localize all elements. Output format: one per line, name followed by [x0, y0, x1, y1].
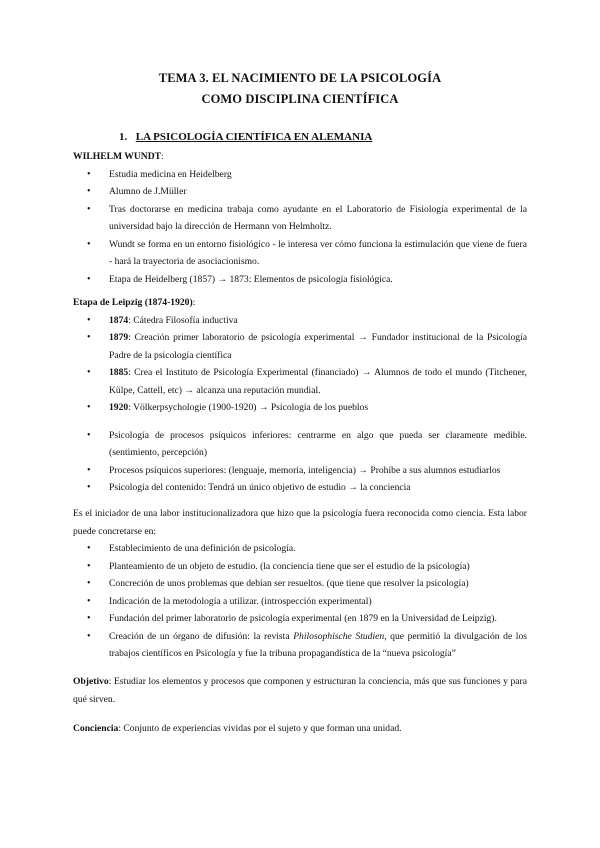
list-item: • 1879: Creación primer laboratorio de psicología experimental → Fundador institucional de la Psicología Padre de la psicología científica	[73, 329, 527, 364]
labor-list	[73, 540, 527, 663]
wundt-block: WILHELM WUNDT: • Estudia medicina en Heidelberg • Alumno de J.Müller • Tras doctorarse en medicina trabaja como ayudante en el Laboratorio de Fisiología experimental de la universidad bajo la dirección de Hermann von Helmholtz. • Wundt se forma en un entorno fisiológico - le interesa ver cómo funciona la estimulación que viene de fuera - hará la trayectoria de asociacionismo. • Etapa de Heidelberg (1857) → 1873: Elementos de psicología fisiológica.	[73, 148, 527, 288]
list-item: • Alumno de J.Müller	[73, 183, 527, 201]
procesos-list	[73, 427, 527, 497]
conciencia-paragraph: Conciencia: Conjunto de experiencias vividas por el sujeto y que forman una unidad.	[73, 723, 402, 734]
list-item: • Estudia medicina en Heidelberg	[73, 166, 527, 184]
page-title-line1: TEMA 3. EL NACIMIENTO DE LA PSICOLOGÍA	[158, 71, 442, 85]
leipzig-heading: Etapa de Leipzig (1874-1920)	[73, 297, 193, 308]
objetivo-paragraph: Objetivo: Estudiar los elementos y procesos que componen y estructuran la conciencia, más que sus funciones y para qué sirven.	[73, 676, 527, 705]
list-item: • Procesos psíquicos superiores: (lenguaje, memoria, inteligencia) → Prohíbe a sus alumnos estudiarlos	[73, 462, 527, 480]
list-item: • Creación de un órgano de difusión: la revista Philosophische Studien, que permitió la divulgación de los trabajos científicos en Psicología y fue la tribuna propagandística de la “nueva psicología”	[73, 628, 527, 663]
labor-block	[73, 505, 527, 663]
list-item: • Concreción de unos problemas que debían ser resueltos. (que tiene que resolver la psicología)	[73, 575, 527, 593]
list-item: • 1885: Crea el Instituto de Psicología Experimental (financiado) → Alumnos de todo el mundo (Titchener, Külpe, Cattell, etc) → alcanza una reputación mundial.	[73, 364, 527, 399]
labor-intro: Es el iniciador de una labor institucionalizadora que hizo que la psicología fuera reconocida como ciencia. Esta labor puede concretarse en:	[73, 508, 527, 537]
page-title-line2: COMO DISCIPLINA CIENTÍFICA	[201, 92, 399, 106]
list-item: • Wundt se forma en un entorno fisiológico - le interesa ver cómo funciona la estimulación que viene de fuera - hará la trayectoria de asociacionismo.	[73, 236, 527, 271]
wundt-heading: WILHELM WUNDT	[73, 151, 162, 162]
section-title: LA PSICOLOGÍA CIENTÍFICA EN ALEMANIA	[135, 131, 373, 143]
list-item: • Etapa de Heidelberg (1857) → 1873: Elementos de psicología fisiológica.	[73, 271, 527, 289]
list-item: • Establecimiento de una definición de psicología.	[73, 540, 527, 558]
leipzig-block: Etapa de Leipzig (1874-1920): • 1874: Cátedra Filosofía inductiva • 1879: Creación primer laboratorio de psicología experimental → Fundador institucional de la Psicología Padre de la psicología científica • 1885: Crea el Instituto de Psicología Experimental (financiado) → Alumnos de todo el mundo (Titchener, Külpe, Cattell, etc) → alcanza una reputación mundial. • 1920: Völkerpsychologie (1900-1920) → Psicología de los pueblos • Psicología de procesos psíquicos inferiores: centrarme en algo que pueda ser claramente medible. (sentimiento, percepción) • Procesos psíquicos superiores: (lenguaje, memoria, inteligencia) → Prohíbe a sus alumnos estudiarlos • Psicología del contenido: Tendrá un único objetivo de estudio → la conciencia	[73, 294, 527, 497]
list-item: • Tras doctorarse en medicina trabaja como ayudante en el Laboratorio de Fisiología experimental de la universidad bajo la dirección de Hermann von Helmholtz.	[73, 201, 527, 236]
list-item: • Indicación de la metodología a utilizar. (introspección experimental)	[73, 593, 527, 611]
wundt-list	[73, 166, 527, 289]
list-item: • Planteamiento de un objeto de estudio. (la conciencia tiene que ser el estudio de la psicología)	[73, 558, 527, 576]
list-item: • Psicología del contenido: Tendrá un único objetivo de estudio → la conciencia	[73, 479, 527, 497]
list-item: • 1920: Völkerpsychologie (1900-1920) → Psicología de los pueblos	[73, 399, 527, 417]
list-item: • 1874: Cátedra Filosofía inductiva	[73, 312, 527, 330]
section-heading	[119, 131, 372, 143]
leipzig-list	[73, 312, 527, 417]
list-item: • Fundación del primer laboratorio de psicología experimental (en 1879 en la Universidad de Leipzig).	[73, 610, 527, 628]
list-item: • Psicología de procesos psíquicos inferiores: centrarme en algo que pueda ser claramente medible. (sentimiento, percepción)	[73, 427, 527, 462]
section-number: 1.	[119, 131, 128, 143]
